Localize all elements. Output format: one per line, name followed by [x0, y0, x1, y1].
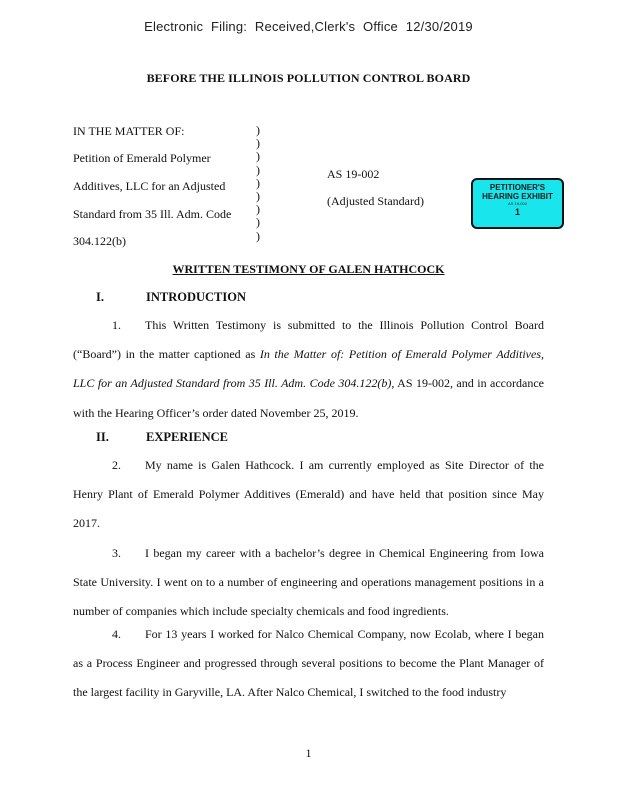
section-title: INTRODUCTION — [146, 290, 247, 304]
paragraph-1: 1. This Written Testimony is submitted to the Illinois Pollution Control Board (“Board”) in the matter captioned as In the Matter of: Petition of Emerald Polymer Additives, LLC for an Adjusted Standard from 35 Ill. Adm. Code 304.122(b), AS 19-002, and in accordance with the Hearing Officer’s order dated November 25, 2019. — [73, 311, 544, 428]
document-title: WRITTEN TESTIMONY OF GALEN HATHCOCK — [172, 262, 445, 276]
case-number: AS 19-002 — [327, 167, 380, 181]
caption-line: 304.122(b) — [73, 234, 126, 248]
caption-parentheses: ) ) ) ) ) ) ) ) ) — [256, 123, 260, 243]
paragraph-3: 3. I began my career with a bachelor’s degree in Chemical Engineering from Iowa State University. I went on to a number of engineering and operations management positions in a number of companies which include specialty chemicals and food ingredients. — [73, 539, 544, 627]
exhibit-line2: HEARING EXHIBIT — [482, 192, 553, 201]
caption-line: Standard from 35 Ill. Adm. Code — [73, 207, 232, 221]
paragraph-number: 1. — [112, 318, 121, 332]
paragraph-number: 2. — [112, 458, 121, 472]
exhibit-line3: AS 19-002 — [508, 201, 527, 206]
exhibit-number: 1 — [514, 207, 520, 217]
in-the-matter-label: IN THE MATTER OF: — [73, 124, 185, 138]
section-number: II. — [96, 430, 109, 444]
section-title: EXPERIENCE — [146, 430, 228, 444]
paragraph-2: 2. My name is Galen Hathcock. I am currently employed as Site Director of the Henry Plant of Emerald Polymer Additives (Emerald) and have held that position since May 2017. — [73, 451, 544, 539]
exhibit-sticker — [471, 178, 564, 229]
paragraph-number: 3. — [112, 546, 121, 560]
caption-line: Additives, LLC for an Adjusted — [73, 179, 226, 193]
section-number: I. — [96, 290, 104, 304]
filing-stamp: Electronic Filing: Received,Clerk's Office 12/30/2019 — [144, 19, 473, 34]
case-type: (Adjusted Standard) — [327, 194, 424, 208]
board-title: BEFORE THE ILLINOIS POLLUTION CONTROL BOARD — [146, 71, 471, 85]
paragraph-number: 4. — [112, 627, 121, 641]
paragraph-4: 4. For 13 years I worked for Nalco Chemical Company, now Ecolab, where I began as a Process Engineer and progressed through several positions to become the Plant Manager of the largest facility in Garyville, LA. After Nalco Chemical, I switched to the food industry — [73, 620, 544, 708]
page-number: 1 — [305, 746, 312, 760]
case-caption-italic: In the Matter of: Petition of Emerald Polymer Additives, LLC for an Adjusted Standard from 35 Ill. Adm. Code 304.122(b) — [73, 347, 545, 391]
caption-line: Petition of Emerald Polymer — [73, 151, 211, 165]
exhibit-line1: PETITIONER'S — [489, 183, 546, 192]
